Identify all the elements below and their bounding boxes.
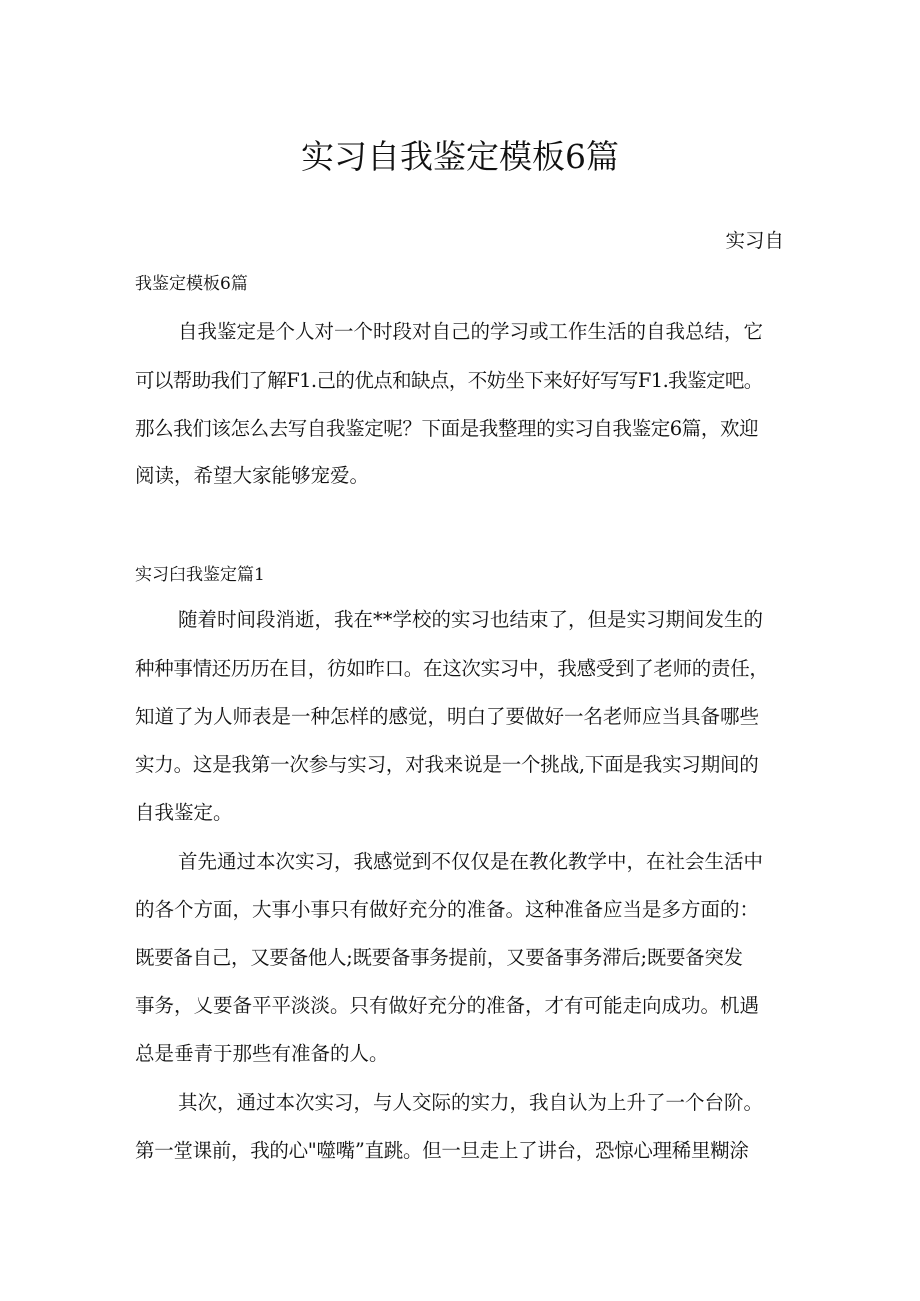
para1-line-4: 实力。这是我第一次参与实习，对我来说是一个挑战,下面是我实习期间的 <box>135 753 759 776</box>
para1-line-3: 知道了为人师表是一种怎样的感觉，明白了要做好一名老师应当具备哪些 <box>135 705 760 728</box>
para2-line-4: 事务，乂要备平平淡淡。只有做好充分的准备，才有可能走向成功。机遇 <box>135 994 760 1017</box>
para1-line-1: 随着时间段消逝，我在**学校的实习也结束了，但是实习期间发生的 <box>178 608 764 631</box>
intro-line-2: 可以帮助我们了解F1.己的优点和缺点，不妨坐下来好好写写F1.我鉴定吧。 <box>135 369 763 392</box>
para3-line-2: 第一堂课前，我的心"噬嘴”直跳。但一旦走上了讲台，恐惊心理稀里糊涂 <box>135 1139 749 1162</box>
para1-line-2: 种种事情还历历在目，彷如昨口。在这次实习中，我感受到了老师的责任， <box>135 657 769 680</box>
para1-line-5: 自我鉴定。 <box>135 801 233 824</box>
para2-line-5: 总是垂青于那些有准备的人。 <box>135 1042 389 1065</box>
header-right-text: 实习自 <box>725 229 784 252</box>
para2-line-2: 的各个方面，大事小事只有做好充分的准备。这种准备应当是多方面的： <box>135 898 760 921</box>
para3-line-1: 其次，通过本次实习，与人交际的实力，我自认为上升了一个台阶。 <box>178 1091 764 1114</box>
para2-line-1: 首先通过本次实习，我感觉到不仅仅是在教化教学中，在社会生活中 <box>178 850 764 873</box>
intro-line-3: 那么我们该怎么去写自我鉴定呢？下面是我整理的实习自我鉴定6篇，欢迎 <box>135 417 759 440</box>
intro-line-1: 自我鉴定是个人对一个时段对自己的学习或工作生活的自我总结，它 <box>178 320 764 343</box>
section-1-heading: 实习臼我鉴定篇1 <box>135 565 265 585</box>
para2-line-3: 既要备自己，又要备他人;既要备事务提前，又要备事务滞后;既要备突发 <box>135 946 743 969</box>
document-title: 实习自我鉴定模板6篇 <box>301 137 619 176</box>
intro-line-4: 阅读，希望大家能够宠爱。 <box>135 464 370 487</box>
header-continuation-text: 我鉴定模板6篇 <box>135 274 248 294</box>
